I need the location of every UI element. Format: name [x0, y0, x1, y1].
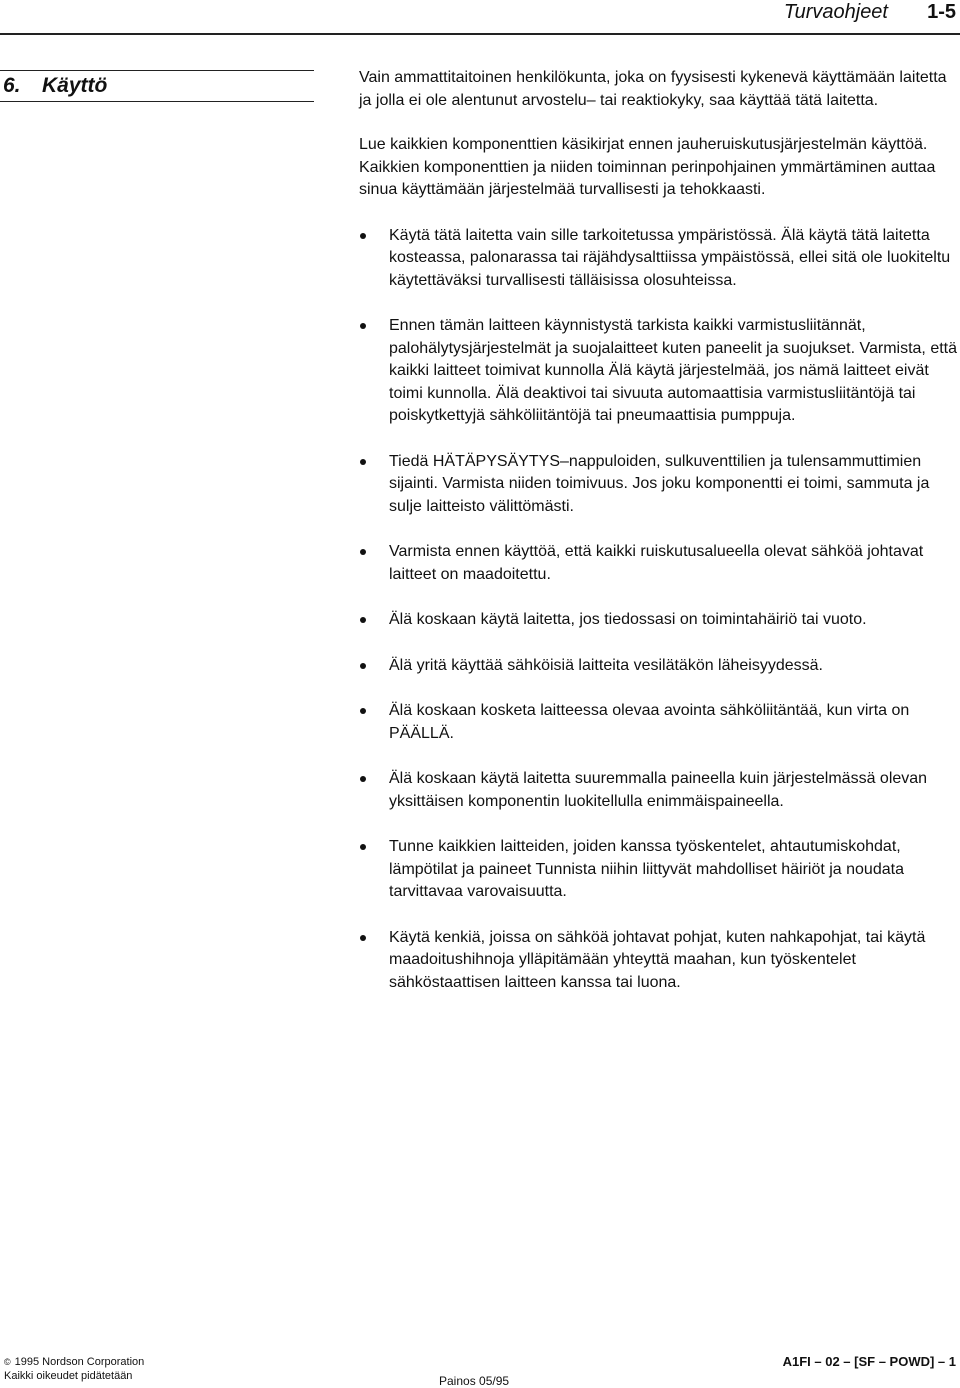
bullet-text: Tiedä HÄTÄPYSÄYTYS–nappuloiden, sulkuventtilien ja tulensammuttimien sijainti. Varmista niiden toimivuus. Jos joku komponentti ei toimi, sammuta ja sulje laitteisto välittömästi. [389, 452, 930, 515]
bullet-dot-icon [360, 233, 366, 239]
rights-text: Kaikki oikeudet pidätetään [4, 1370, 133, 1382]
bullet-text: Älä yritä käyttää sähköisiä laitteita vesilätäkön läheisyydessä. [389, 656, 823, 674]
bullet-text: Käytä kenkiä, joissa on sähköä johtavat pohjat, kuten nahkapohjat, tai käytä maadoitushihnoja ylläpitämään yhteyttä maahan, kun työskentelet sähköstaattisen laitteen kanssa tai luona. [389, 928, 926, 991]
safety-bullet-list [359, 225, 957, 995]
edition-text: Painos 05/95 [439, 1374, 510, 1388]
section-number: 6. [3, 74, 21, 97]
bullet-item [359, 225, 957, 293]
bullet-dot-icon [360, 617, 366, 623]
section-title: Käyttö [42, 74, 108, 97]
bullet-text: Tunne kaikkien laitteiden, joiden kanssa työskentelet, ahtautumiskohdat, lämpötilat ja paineet Tunnista niihin liittyvät mahdolliset häiriöt ja noudata tarvittavaa varovaisuutta. [389, 838, 904, 900]
copyright-text: 1995 Nordson Corporation [14, 1356, 145, 1368]
intro-paragraph: Vain ammattitaitoinen henkilökunta, joka on fyysisesti kykenevä käyttämään laitetta ja jolla ei ole alentunut arvostelu– tai reaktiokyky, saa käyttää tätä laitetta. [359, 69, 947, 109]
header-divider [0, 33, 960, 35]
bullet-item [359, 768, 957, 813]
document-code: A1FI – 02 – [SF – POWD] – 1 [782, 1354, 956, 1369]
bullet-dot-icon [360, 549, 366, 555]
section-rule-bottom [0, 101, 314, 102]
bullet-text: Varmista ennen käyttöä, että kaikki ruiskutusalueella olevat sähköä johtavat laitteet on maadoitettu. [389, 543, 924, 583]
bullet-item [359, 700, 957, 745]
body-column [359, 67, 957, 994]
manuals-paragraph: Lue kaikkien komponenttien käsikirjat ennen jauheruiskutusjärjestelmän käyttöä. Kaikkien komponenttien ja niiden toiminnan perinpohjainen ymmärtäminen auttaa sinua käyttämään järjestelmää turvallisesti ja tehokkaasti. [359, 136, 936, 198]
bullet-dot-icon [360, 459, 366, 465]
page-number: 1-5 [927, 1, 956, 23]
section-heading [3, 74, 107, 98]
bullet-item [359, 541, 957, 586]
bullet-item [359, 609, 957, 632]
bullet-text: Älä koskaan käytä laitetta, jos tiedossasi on toimintahäiriö tai vuoto. [389, 611, 867, 628]
bullet-dot-icon [360, 708, 366, 714]
bullet-dot-icon [360, 844, 366, 850]
header-title: Turvaohjeet [783, 1, 888, 23]
bullet-item [359, 451, 957, 519]
bullet-item [359, 836, 957, 904]
bullet-dot-icon [360, 776, 366, 782]
bullet-dot-icon [360, 323, 366, 329]
bullet-item [359, 655, 957, 678]
bullet-text: Käytä tätä laitetta vain sille tarkoitetussa ympäristössä. Älä käytä tätä laitetta kosteassa, palonarassa tai räjähdysalttiissa ympäistössä, ellei sitä ole luokiteltu käytettäväksi turvallisesti tälläisissa olosuhteissa. [389, 226, 951, 289]
bullet-dot-icon [360, 935, 366, 941]
bullet-text: Älä koskaan käytä laitetta suuremmalla paineella kuin järjestelmässä olevan yksittäisen komponentin luokitellulla enimmäispaineella. [389, 770, 928, 810]
section-rule-top [0, 70, 314, 71]
bullet-item [359, 927, 957, 995]
copyright-icon: © [4, 1357, 11, 1367]
footer-copyright-block [4, 1355, 144, 1383]
bullet-dot-icon [360, 663, 366, 669]
bullet-text: Ennen tämän laitteen käynnistystä tarkista kaikki varmistusliitännät, palohälytysjärjestelmät ja suojalaitteet kuten paneelit ja suojukset. Varmista, että kaikki laitteet toimivat kunnolla Älä käytä järjestelmää, jos nämä laitteet eivät toimi kunnolla. Älä deaktivoi tai sivuuta automaattisia varmistusliitäntöjä tai poiskytkettyjä sähköliitäntöjä tai pneumaattisia pumppuja. [389, 317, 958, 424]
bullet-item [359, 315, 957, 428]
bullet-text: Älä koskaan kosketa laitteessa olevaa avointa sähköliitäntää, kun virta on PÄÄLLÄ. [389, 702, 910, 742]
